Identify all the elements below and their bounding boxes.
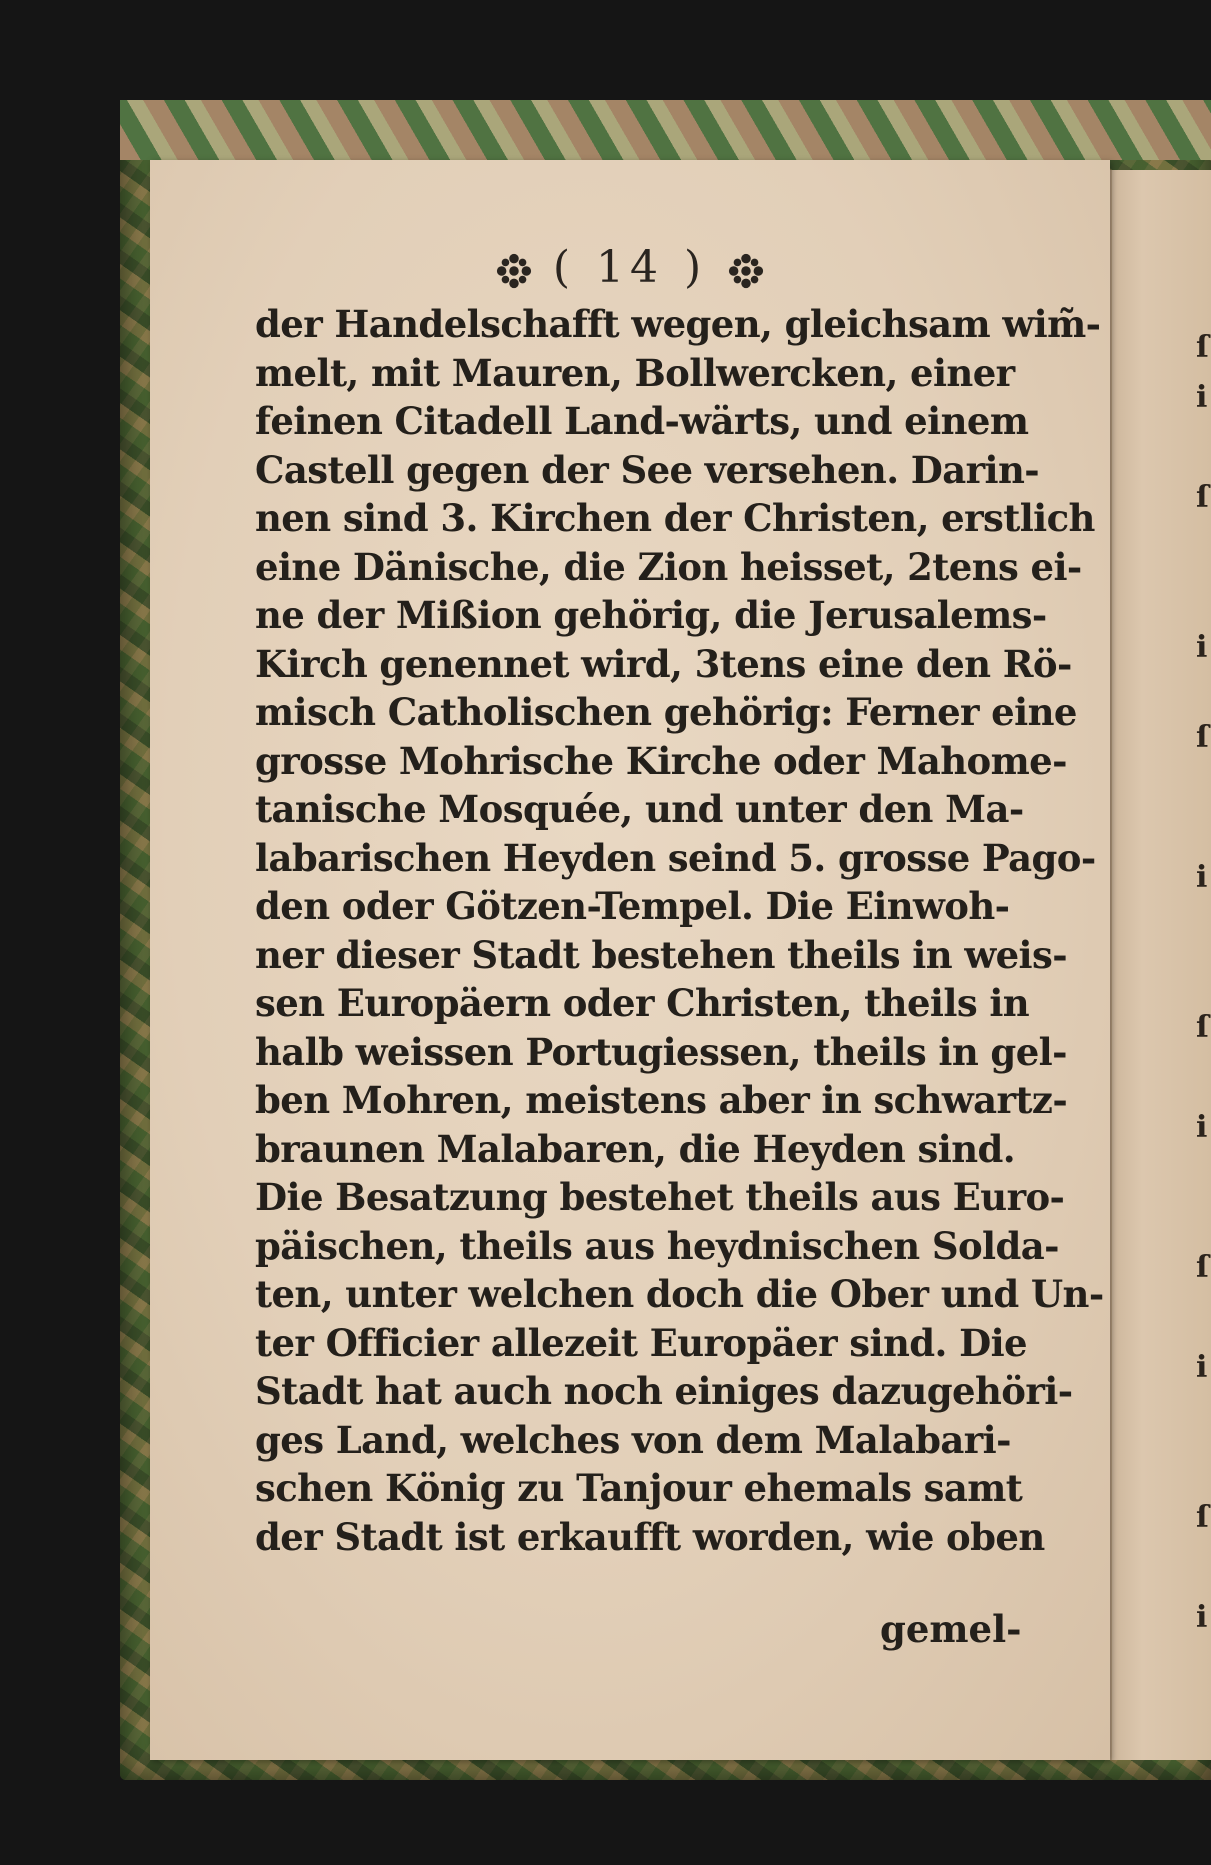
edge-letter: i bbox=[1196, 630, 1208, 665]
text-line: Castell gegen der See versehen. Darin- bbox=[255, 447, 1040, 492]
body-text bbox=[255, 300, 1104, 1561]
edge-letter: i bbox=[1196, 1110, 1208, 1145]
text-line: der Handelschafft wegen, gleichsam wim̃- bbox=[255, 302, 1101, 346]
text-line: nen sind 3. Kirchen der Christen, erstlich bbox=[255, 496, 1095, 540]
text-line: der Stadt ist erkaufft worden, wie oben bbox=[255, 1514, 1045, 1559]
page-header bbox=[150, 242, 1110, 293]
text-line: misch Catholischen gehörig: Ferner eine bbox=[255, 690, 1077, 734]
edge-letter: i bbox=[1196, 380, 1208, 415]
text-line: ges Land, welches von dem Malabari- bbox=[255, 1417, 1011, 1462]
text-line: den oder Götzen-Tempel. Die Einwoh- bbox=[255, 884, 1010, 928]
text-line: tanische Mosquée, und unter den Ma- bbox=[255, 787, 1024, 831]
text-line: melt, mit Mauren, Bollwercken, einer bbox=[255, 350, 1015, 395]
edge-letter: ſ bbox=[1196, 480, 1209, 515]
text-line: ner dieser Stadt bestehen theils in weis- bbox=[255, 932, 1067, 977]
text-line: ben Mohren, meistens aber in schwartz- bbox=[255, 1078, 1068, 1122]
text-line: braunen Malabaren, die Heyden sind. bbox=[255, 1126, 1016, 1171]
text-line: päischen, theils aus heydnischen Solda- bbox=[255, 1223, 1059, 1268]
text-line: feinen Citadell Land-wärts, und einem bbox=[255, 399, 1029, 443]
text-line: labarischen Heyden seind 5. grosse Pago- bbox=[255, 835, 1096, 880]
edge-letter: ſ bbox=[1196, 1010, 1209, 1045]
text-line: grosse Mohrische Kirche oder Mahome- bbox=[255, 738, 1067, 783]
edge-letter: i bbox=[1196, 1350, 1208, 1385]
text-line: sen Europäern oder Christen, theils in bbox=[255, 981, 1030, 1025]
flower-ornament-icon bbox=[727, 252, 765, 290]
text-line: Kirch genennet wird, 3tens eine den Rö- bbox=[255, 641, 1072, 686]
catchword: gemel- bbox=[880, 1607, 1022, 1651]
edge-letter: i bbox=[1196, 1600, 1208, 1635]
text-line: Stadt hat auch noch einiges dazugehöri- bbox=[255, 1369, 1073, 1413]
text-line: eine Dänische, die Zion heisset, 2tens ei- bbox=[255, 544, 1082, 589]
text-line: Die Besatzung bestehet theils aus Euro- bbox=[255, 1175, 1065, 1219]
text-line: schen König zu Tanjour ehemals samt bbox=[255, 1466, 1023, 1510]
marbled-cover-strip bbox=[120, 100, 1211, 160]
text-line: ne der Mißion gehörig, die Jerusalems- bbox=[255, 593, 1047, 637]
edge-letter: ſ bbox=[1196, 330, 1209, 365]
edge-letter: ſ bbox=[1196, 1500, 1209, 1535]
text-line: ten, unter welchen doch die Ober und Un- bbox=[255, 1272, 1104, 1316]
flower-ornament-icon bbox=[495, 252, 533, 290]
text-line: halb weissen Portugiessen, theils in gel- bbox=[255, 1029, 1067, 1074]
edge-letter: ſ bbox=[1196, 1250, 1209, 1285]
page-number: ( 14 ) bbox=[552, 242, 708, 293]
text-line: ter Officier allezeit Europäer sind. Die bbox=[255, 1320, 1027, 1365]
edge-letter: ſ bbox=[1196, 720, 1209, 755]
edge-letter: i bbox=[1196, 860, 1208, 895]
